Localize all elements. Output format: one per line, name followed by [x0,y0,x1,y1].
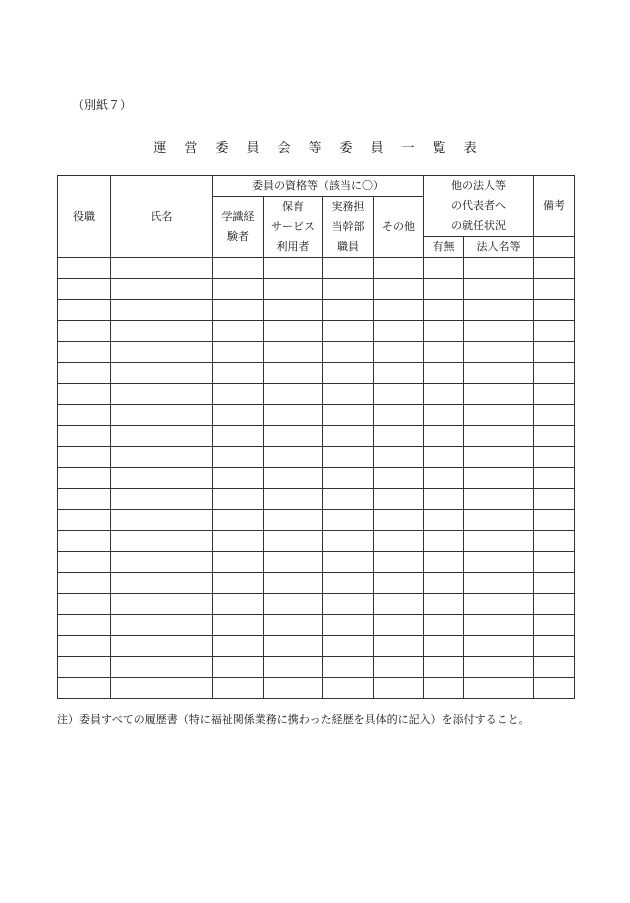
cell-service-user[interactable] [264,678,323,699]
cell-yes-no[interactable] [424,384,464,405]
cell-corporation-name[interactable] [464,426,534,447]
header-name: 氏名 [111,176,213,258]
cell-academic[interactable] [213,531,264,552]
cell-yes-no[interactable] [424,552,464,573]
cell-service-user[interactable] [264,321,323,342]
title-char: 委 [215,141,229,156]
attachment-label: （別紙７） [72,98,133,112]
header-other-corp-line: 他の法人等 [451,179,506,192]
table-row [58,678,575,699]
cell-other[interactable] [374,342,424,363]
cell-other[interactable] [374,300,424,321]
cell-academic[interactable] [213,594,264,615]
cell-position[interactable] [58,258,111,279]
cell-yes-no[interactable] [424,447,464,468]
cell-service-user[interactable] [264,426,323,447]
cell-remarks[interactable] [534,573,575,594]
cell-executive-staff[interactable] [323,342,374,363]
table-row [58,279,575,300]
header-position: 役職 [58,176,111,258]
table-row [58,258,575,279]
cell-other[interactable] [374,615,424,636]
cell-remarks[interactable] [534,258,575,279]
table-row [58,531,575,552]
cell-service-user[interactable] [264,447,323,468]
cell-executive-staff[interactable] [323,279,374,300]
cell-yes-no[interactable] [424,363,464,384]
cell-academic[interactable] [213,342,264,363]
table-row [58,594,575,615]
cell-executive-staff[interactable] [323,426,374,447]
cell-yes-no[interactable] [424,531,464,552]
cell-remarks[interactable] [534,426,575,447]
cell-academic[interactable] [213,384,264,405]
cell-corporation-name[interactable] [464,384,534,405]
header-staff-line: 当幹部 [331,220,365,233]
cell-corporation-name[interactable] [464,468,534,489]
cell-corporation-name[interactable] [464,321,534,342]
cell-position[interactable] [58,468,111,489]
title-char: 運 [153,141,167,156]
table-row [58,657,575,678]
cell-name[interactable] [111,657,213,678]
cell-remarks[interactable] [534,489,575,510]
cell-corporation-name[interactable] [464,489,534,510]
cell-executive-staff[interactable] [323,657,374,678]
document-title [0,137,630,156]
cell-executive-staff[interactable] [323,615,374,636]
header-staff-line: 職員 [337,240,359,253]
cell-other[interactable] [374,678,424,699]
cell-executive-staff[interactable] [323,447,374,468]
cell-academic[interactable] [213,258,264,279]
committee-member-table [57,175,575,699]
cell-other[interactable] [374,636,424,657]
cell-other[interactable] [374,384,424,405]
title-char: 覧 [432,141,446,156]
cell-yes-no[interactable] [424,573,464,594]
cell-position[interactable] [58,426,111,447]
cell-service-user[interactable] [264,531,323,552]
cell-academic[interactable] [213,363,264,384]
cell-name[interactable] [111,447,213,468]
header-academic-line: 験者 [227,230,249,243]
cell-executive-staff[interactable] [323,573,374,594]
header-other: その他 [374,197,424,258]
cell-position[interactable] [58,405,111,426]
cell-yes-no[interactable] [424,426,464,447]
cell-position[interactable] [58,447,111,468]
header-staff-line: 実務担 [331,200,365,213]
title-char: 営 [184,141,198,156]
cell-position[interactable] [58,384,111,405]
header-academic-line: 学識経 [221,210,255,223]
cell-academic[interactable] [213,300,264,321]
title-char: 会 [277,141,291,156]
table-row [58,489,575,510]
cell-other[interactable] [374,321,424,342]
header-executive-staff [323,197,374,258]
table-row [58,321,575,342]
cell-remarks[interactable] [534,594,575,615]
cell-name[interactable] [111,426,213,447]
cell-executive-staff[interactable] [323,384,374,405]
cell-academic[interactable] [213,510,264,531]
header-other-corp-line: の代表者へ [451,199,506,212]
table-row [58,342,575,363]
cell-corporation-name[interactable] [464,405,534,426]
cell-position[interactable] [58,573,111,594]
cell-remarks[interactable] [534,531,575,552]
cell-other[interactable] [374,363,424,384]
table-row [58,363,575,384]
cell-service-user[interactable] [264,594,323,615]
cell-yes-no[interactable] [424,615,464,636]
cell-academic[interactable] [213,678,264,699]
cell-remarks[interactable] [534,468,575,489]
cell-executive-staff[interactable] [323,678,374,699]
title-char: 表 [463,141,477,156]
table-row [58,636,575,657]
cell-executive-staff[interactable] [323,552,374,573]
cell-name[interactable] [111,405,213,426]
cell-service-user[interactable] [264,489,323,510]
cell-academic[interactable] [213,447,264,468]
cell-other[interactable] [374,489,424,510]
cell-yes-no[interactable] [424,657,464,678]
cell-service-user[interactable] [264,258,323,279]
header-remarks-blank [534,237,575,258]
header-service-line: 保育 [282,200,304,213]
cell-position[interactable] [58,678,111,699]
cell-remarks[interactable] [534,615,575,636]
cell-name[interactable] [111,531,213,552]
cell-academic[interactable] [213,279,264,300]
table-row [58,405,575,426]
cell-corporation-name[interactable] [464,300,534,321]
cell-remarks[interactable] [534,678,575,699]
cell-position[interactable] [58,552,111,573]
cell-corporation-name[interactable] [464,657,534,678]
cell-position[interactable] [58,321,111,342]
cell-other[interactable] [374,531,424,552]
cell-executive-staff[interactable] [323,363,374,384]
cell-name[interactable] [111,384,213,405]
cell-academic[interactable] [213,426,264,447]
cell-other[interactable] [374,426,424,447]
cell-position[interactable] [58,594,111,615]
cell-academic[interactable] [213,615,264,636]
cell-remarks[interactable] [534,657,575,678]
cell-service-user[interactable] [264,300,323,321]
cell-other[interactable] [374,573,424,594]
cell-service-user[interactable] [264,573,323,594]
cell-position[interactable] [58,510,111,531]
title-char: 一 [401,141,415,156]
cell-academic[interactable] [213,489,264,510]
cell-other[interactable] [374,447,424,468]
cell-other[interactable] [374,468,424,489]
cell-name[interactable] [111,594,213,615]
cell-academic[interactable] [213,321,264,342]
header-corporation-name: 法人名等 [464,237,534,258]
cell-remarks[interactable] [534,510,575,531]
cell-corporation-name[interactable] [464,447,534,468]
cell-executive-staff[interactable] [323,468,374,489]
header-remarks: 備考 [534,176,575,237]
cell-name[interactable] [111,321,213,342]
cell-corporation-name[interactable] [464,678,534,699]
table-row [58,300,575,321]
cell-remarks[interactable] [534,279,575,300]
cell-corporation-name[interactable] [464,615,534,636]
cell-service-user[interactable] [264,510,323,531]
cell-executive-staff[interactable] [323,300,374,321]
cell-remarks[interactable] [534,342,575,363]
table-row [58,573,575,594]
cell-corporation-name[interactable] [464,279,534,300]
cell-executive-staff[interactable] [323,321,374,342]
cell-position[interactable] [58,489,111,510]
cell-position[interactable] [58,657,111,678]
cell-corporation-name[interactable] [464,510,534,531]
cell-service-user[interactable] [264,636,323,657]
cell-remarks[interactable] [534,384,575,405]
header-qualification-group: 委員の資格等（該当に〇） [213,176,424,197]
cell-corporation-name[interactable] [464,573,534,594]
cell-yes-no[interactable] [424,405,464,426]
cell-yes-no[interactable] [424,342,464,363]
cell-yes-no[interactable] [424,300,464,321]
cell-name[interactable] [111,468,213,489]
cell-position[interactable] [58,636,111,657]
cell-name[interactable] [111,489,213,510]
cell-name[interactable] [111,636,213,657]
cell-name[interactable] [111,510,213,531]
cell-academic[interactable] [213,573,264,594]
cell-academic[interactable] [213,657,264,678]
cell-yes-no[interactable] [424,279,464,300]
cell-name[interactable] [111,615,213,636]
cell-name[interactable] [111,258,213,279]
cell-service-user[interactable] [264,384,323,405]
cell-corporation-name[interactable] [464,258,534,279]
cell-name[interactable] [111,363,213,384]
header-service-line: サービス [271,220,315,233]
cell-yes-no[interactable] [424,636,464,657]
cell-remarks[interactable] [534,363,575,384]
header-service-line: 利用者 [276,240,310,253]
header-other-corp-line: の就任状況 [451,219,506,232]
cell-executive-staff[interactable] [323,594,374,615]
cell-executive-staff[interactable] [323,489,374,510]
table-row [58,468,575,489]
cell-service-user[interactable] [264,342,323,363]
cell-other[interactable] [374,258,424,279]
cell-academic[interactable] [213,405,264,426]
cell-remarks[interactable] [534,321,575,342]
cell-other[interactable] [374,279,424,300]
title-char: 員 [370,141,384,156]
cell-yes-no[interactable] [424,489,464,510]
cell-position[interactable] [58,531,111,552]
table-row [58,615,575,636]
header-service-user [264,197,323,258]
cell-executive-staff[interactable] [323,405,374,426]
cell-academic[interactable] [213,552,264,573]
cell-yes-no[interactable] [424,678,464,699]
cell-other[interactable] [374,405,424,426]
table-row [58,447,575,468]
cell-service-user[interactable] [264,405,323,426]
table-row [58,510,575,531]
cell-corporation-name[interactable] [464,531,534,552]
cell-remarks[interactable] [534,552,575,573]
cell-name[interactable] [111,342,213,363]
cell-remarks[interactable] [534,405,575,426]
cell-corporation-name[interactable] [464,594,534,615]
cell-position[interactable] [58,363,111,384]
cell-name[interactable] [111,279,213,300]
cell-name[interactable] [111,552,213,573]
cell-corporation-name[interactable] [464,342,534,363]
cell-position[interactable] [58,300,111,321]
cell-corporation-name[interactable] [464,552,534,573]
cell-academic[interactable] [213,636,264,657]
title-char: 委 [339,141,353,156]
footnote: 注）委員すべての履歴書（特に福祉関係業務に携わった経歴を具体的に記入）を添付すること。 [57,713,530,726]
cell-service-user[interactable] [264,279,323,300]
title-char: 等 [308,141,322,156]
cell-executive-staff[interactable] [323,510,374,531]
cell-other[interactable] [374,552,424,573]
cell-position[interactable] [58,342,111,363]
cell-executive-staff[interactable] [323,636,374,657]
cell-service-user[interactable] [264,657,323,678]
cell-yes-no[interactable] [424,321,464,342]
cell-corporation-name[interactable] [464,363,534,384]
header-other-corporation [424,176,534,237]
header-academic-expert [213,197,264,258]
cell-yes-no[interactable] [424,468,464,489]
cell-executive-staff[interactable] [323,531,374,552]
cell-remarks[interactable] [534,636,575,657]
cell-corporation-name[interactable] [464,636,534,657]
cell-service-user[interactable] [264,468,323,489]
cell-other[interactable] [374,594,424,615]
title-char: 員 [246,141,260,156]
table-row [58,384,575,405]
cell-service-user[interactable] [264,552,323,573]
cell-service-user[interactable] [264,363,323,384]
cell-academic[interactable] [213,468,264,489]
cell-yes-no[interactable] [424,258,464,279]
cell-name[interactable] [111,573,213,594]
cell-name[interactable] [111,678,213,699]
cell-remarks[interactable] [534,447,575,468]
header-yes-no: 有無 [424,237,464,258]
cell-yes-no[interactable] [424,594,464,615]
cell-yes-no[interactable] [424,510,464,531]
cell-other[interactable] [374,657,424,678]
cell-other[interactable] [374,510,424,531]
cell-name[interactable] [111,300,213,321]
cell-position[interactable] [58,615,111,636]
table-row [58,552,575,573]
cell-service-user[interactable] [264,615,323,636]
cell-position[interactable] [58,279,111,300]
table-row [58,426,575,447]
cell-executive-staff[interactable] [323,258,374,279]
cell-remarks[interactable] [534,300,575,321]
